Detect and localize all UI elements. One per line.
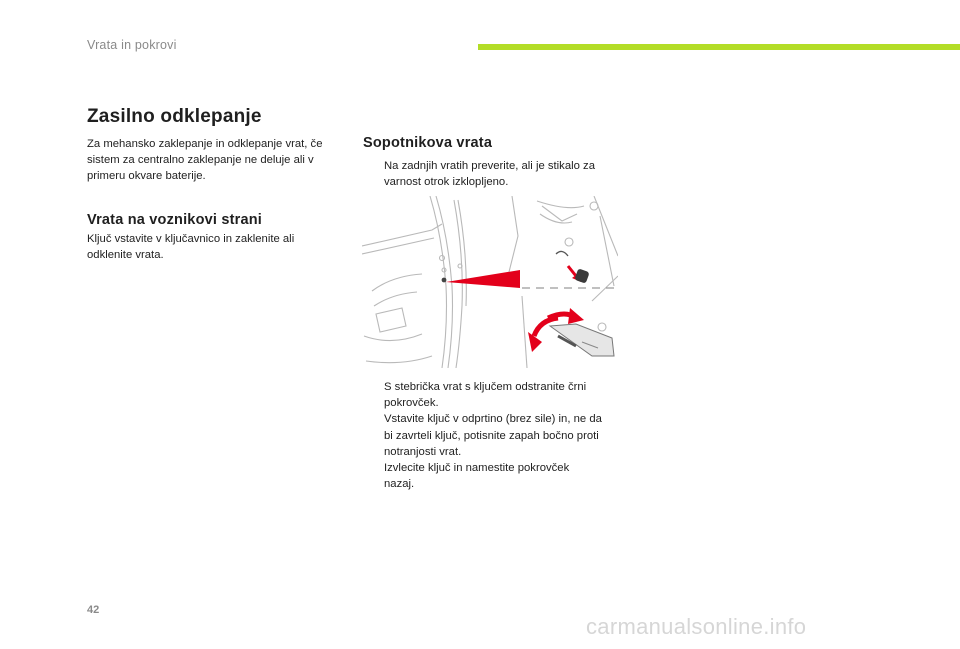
page-number: 42 [87, 604, 100, 616]
driver-text [87, 231, 352, 263]
bullet-line: notranjosti vrat. [384, 445, 462, 458]
list-item [363, 460, 621, 492]
intro-line: primeru okvare baterije. [87, 170, 206, 182]
list-item [363, 158, 621, 190]
intro-text [87, 136, 352, 184]
bullet-line: pokrovček. [384, 397, 439, 410]
bullet-line: nazaj. [384, 478, 415, 491]
main-heading: Zasilno odklepanje [87, 106, 262, 127]
driver-line: odklenite vrata. [87, 249, 164, 261]
intro-line: Za mehansko zaklepanje in odklepanje vrat, če [87, 138, 323, 150]
bullet-line: Vstavite ključ v odprtino (brez sile) in, ne da [384, 413, 602, 426]
door-latch-illustration [362, 196, 618, 368]
header-accent-bar [478, 44, 960, 50]
bullet-line: Izvlecite ključ in namestite pokrovček [384, 462, 570, 475]
intro-line: sistem za centralno zaklepanje ne deluje ali v [87, 154, 314, 166]
bullet-line: S stebrička vrat s ključem odstranite črni [384, 381, 587, 393]
bullet-line: bi zavrteli ključ, potisnite zapah bočno proti [384, 429, 599, 442]
passenger-bullets-bottom [363, 379, 621, 492]
driver-line: Ključ vstavite v ključavnico in zaklenite ali [87, 233, 295, 245]
header-title: Vrata in pokrovi [87, 38, 177, 52]
passenger-heading: Sopotnikova vrata [363, 135, 493, 151]
driver-heading: Vrata na voznikovi strani [87, 212, 263, 228]
passenger-bullets-top [363, 158, 621, 190]
bullet-line: Na zadnjih vratih preverite, ali je stikalo za [384, 160, 595, 172]
list-item [363, 411, 621, 460]
watermark: carmanualsonline.info [586, 614, 807, 639]
list-item [363, 379, 621, 411]
bullet-line: varnost otrok izklopljeno. [384, 176, 509, 189]
